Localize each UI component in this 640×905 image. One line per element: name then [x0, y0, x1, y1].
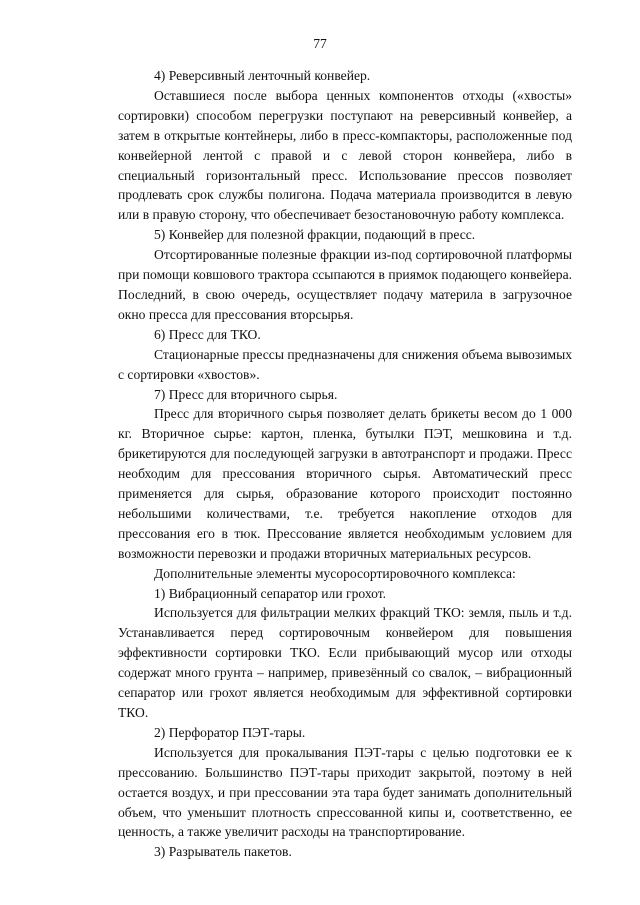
list-item-heading: 2) Перфоратор ПЭТ-тары. [154, 724, 306, 740]
paragraph: Стационарные прессы предназначены для снижения объема вывозимых с сортировки «хвостов». [118, 346, 572, 382]
paragraph: Пресс для вторичного сырья позволяет делать брикеты весом до 1 000 кг. Вторичное сырье: картон, пленка, бутылки ПЭТ, мешковина и т.д. брикетируются для последующей загрузки в автотранспорт и продажи. Пресс необходим для прессования вторичного сырья. Автоматический пресс применяется для сырья, образование которого происходит постоянно небольшими количествами, т.е. требуется накопление отходов для прессования его в тюк. Прессование является необходимым условием для возможности перевозки и продажи вторичных материальных ресурсов. [118, 406, 572, 561]
list-item-heading: 3) Разрыватель пакетов. [154, 844, 292, 860]
list-item-heading: 4) Реверсивный ленточный конвейер. [154, 68, 371, 83]
paragraph: Используется для прокалывания ПЭТ-тары с целью подготовки ее к прессованию. Большинство ПЭТ-тары приходит закрытой, поэтому в ней остается воздух, и при прессовании эта тара будет занимать дополнительный объем, что уменьшит плотность спрессованной кипы и, соответственно, ее ценность, а также увеличит расходы на транспортирование. [118, 744, 572, 840]
document-body [118, 66, 572, 862]
paragraph: Отсортированные полезные фракции из-под сортировочной платформы при помощи ковшового трактора ссыпаются в приямок подающего конвейера. Последний, в свою очередь, осуществляет подачу материла в загрузочное окно пресса для прессования вторсырья. [118, 247, 572, 322]
paragraph: Оставшиеся после выбора ценных компонентов отходы («хвосты» сортировки) способом перегрузки поступают на реверсивный конвейер, а затем в открытые контейнеры, либо в пресс-компакторы, расположенные под конвейерной лентой с правой и с левой сторон конвейера, либо в специальный горизонтальный пресс. Использование прессов позволяет продлевать срок службы полигона. Подача материала производится в левую или в правую сторону, что обеспечивает безостановочную работу комплекса. [118, 87, 572, 223]
list-item-heading: 7) Пресс для вторичного сырья. [154, 386, 338, 402]
list-item-heading: 5) Конвейер для полезной фракции, подающий в пресс. [154, 227, 476, 243]
list-item-heading: 6) Пресс для ТКО. [154, 326, 261, 342]
list-item-heading: 1) Вибрационный сепаратор или грохот. [154, 585, 387, 601]
page-number: 77 [313, 36, 327, 51]
section-intro: Дополнительные элементы мусоросортировочного комплекса: [154, 565, 516, 581]
paragraph: Используется для фильтрации мелких фракций ТКО: земля, пыль и т.д. Устанавливается перед сортировочным конвейером для повышения эффективности сортировки ТКО. Если прибывающий мусор или отходы содержат много грунта – например, привезённый со свалок, – вибрационный сепаратор или грохот является необходимым для эффективной сортировки ТКО. [118, 605, 572, 720]
